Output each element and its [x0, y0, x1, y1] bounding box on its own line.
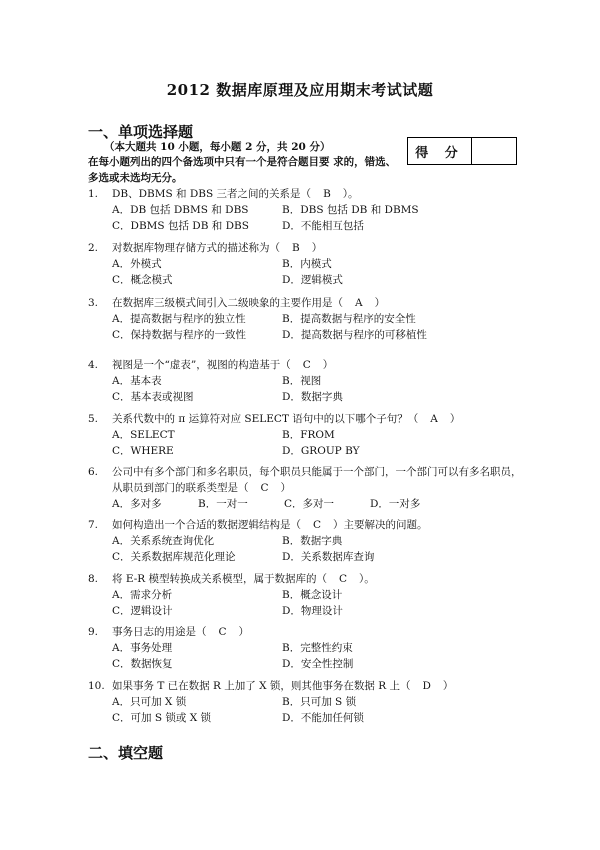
question-text: DB、DBMS 和 DBS 三者之间的关系是（ — [112, 188, 312, 200]
question-number: 5. — [88, 413, 99, 425]
answer-mark: C — [302, 359, 311, 371]
answer-mark: B — [323, 188, 331, 200]
section1-instruction-rule: 在每小题列出的四个备选项中只有一个是符合题目要 求的，错选、 — [88, 156, 397, 168]
option-c: C．WHERE — [112, 445, 174, 457]
question-text: 视图是一个“虚表”，视图的构造基于（ — [112, 359, 291, 371]
option-c: C．概念模式 — [112, 274, 173, 286]
option-d: D．逻辑模式 — [282, 274, 343, 286]
question-number: 2. — [88, 242, 99, 254]
option-a: A．SELECT — [112, 429, 175, 441]
question-4 — [88, 357, 528, 405]
option-b: B．FROM — [282, 429, 335, 441]
option-d: D．提高数据与程序的可移植性 — [282, 329, 427, 341]
question-text-end: ）。 — [342, 188, 359, 200]
option-c: C．可加 S 锁或 X 锁 — [112, 712, 212, 724]
option-a: A．外模式 — [112, 258, 162, 270]
question-5 — [88, 411, 528, 459]
score-label: 得 分 — [408, 138, 472, 164]
question-number: 7. — [88, 519, 99, 531]
option-a: A．提高数据与程序的独立性 — [112, 313, 246, 325]
question-number: 6. — [88, 466, 99, 478]
question-text-end: ）主要解决的问题。 — [333, 519, 428, 531]
score-value-cell[interactable] — [472, 138, 516, 164]
question-number: 9. — [88, 626, 99, 638]
answer-mark: C — [260, 482, 269, 494]
question-text: 事务日志的用途是（ — [112, 626, 207, 638]
answer-mark: A — [355, 297, 363, 309]
question-text-end: ） — [322, 359, 334, 371]
question-3 — [88, 295, 528, 343]
section1-instruction-points: （本大题共 10 小题，每小题 2 分，共 20 分） — [104, 141, 331, 153]
question-10 — [88, 678, 528, 726]
option-d: D．安全性控制 — [282, 658, 354, 670]
option-a: A．关系系统查询优化 — [112, 535, 215, 547]
question-2 — [88, 240, 528, 288]
question-text-end: ）。 — [359, 573, 375, 585]
option-a: A．事务处理 — [112, 642, 173, 654]
option-b: B．数据字典 — [282, 535, 343, 547]
option-c: C．保持数据与程序的一致性 — [112, 329, 247, 341]
question-text: 如何构造出一个合适的数据逻辑结构是（ — [112, 519, 301, 531]
option-d: D．物理设计 — [282, 605, 343, 617]
answer-mark: C — [218, 626, 227, 638]
option-d: D．不能加任何锁 — [282, 712, 364, 724]
option-d: D．不能相互包括 — [282, 220, 364, 232]
question-text-end: ） — [311, 242, 323, 254]
question-text-end: ） — [374, 297, 386, 309]
option-b: B．提高数据与程序的安全性 — [282, 313, 416, 325]
option-c: C．DBMS 包括 DB 和 DBS — [112, 220, 249, 232]
option-b: B．DBS 包括 DB 和 DBMS — [282, 204, 419, 216]
option-d: D．数据字典 — [282, 391, 343, 403]
option-c: C．逻辑设计 — [112, 605, 173, 617]
section2-title: 二、填空题 — [88, 744, 164, 762]
question-text: 在数据库三级模式间引入二级映象的主要作用是（ — [112, 297, 343, 309]
answer-mark: C — [339, 573, 348, 585]
option-d: D．GROUP BY — [282, 445, 360, 457]
question-text: 对数据库物理存储方式的描述称为（ — [112, 242, 280, 254]
option-c: C．数据恢复 — [112, 658, 173, 670]
question-text-end: ） — [238, 626, 250, 638]
answer-mark: C — [313, 519, 322, 531]
question-text: 关系代数中的 π 运算符对应 SELECT 语句中的以下哪个子句？（ — [112, 413, 419, 425]
question-text: 如果事务 T 已在数据 R 上加了 X 锁，则其他事务在数据 R 上（ — [112, 680, 411, 692]
question-text-end: ） — [280, 482, 292, 494]
question-text-end: ） — [442, 680, 454, 692]
question-9 — [88, 624, 528, 672]
question-text: 公司中有多个部门和多名职员，每个职员只能属于一个部门，一个部门可以有多名职员，从职员到部门的联系类型是（ — [112, 466, 522, 494]
question-number: 10. — [88, 680, 105, 692]
question-number: 3. — [88, 297, 99, 309]
section1-instruction-rule-cont: 多选或未选均无分。 — [88, 172, 183, 184]
option-b: B．一对一 — [198, 498, 248, 510]
option-c: C．基本表或视图 — [112, 391, 194, 403]
answer-mark: A — [430, 413, 438, 425]
option-a: A．需求分析 — [112, 589, 173, 601]
answer-mark: D — [422, 680, 431, 692]
question-text-end: ） — [449, 413, 461, 425]
option-a: A．只可加 X 锁 — [112, 696, 187, 708]
question-7 — [88, 517, 528, 565]
page-title: 2012 数据库原理及应用期末考试试题 — [166, 81, 434, 99]
option-d: D．一对多 — [370, 498, 421, 510]
option-b: B．只可加 S 锁 — [282, 696, 357, 708]
option-a: A．多对多 — [112, 498, 162, 510]
question-number: 8. — [88, 573, 99, 585]
answer-mark: B — [292, 242, 300, 254]
option-a: A．DB 包括 DBMS 和 DBS — [112, 204, 249, 216]
question-1 — [88, 186, 528, 234]
option-b: B．概念设计 — [282, 589, 343, 601]
option-c: C．关系数据库规范化理论 — [112, 551, 236, 563]
option-a: A．基本表 — [112, 375, 162, 387]
option-b: B．完整性约束 — [282, 642, 353, 654]
option-b: B．视图 — [282, 375, 322, 387]
question-text: 将 E-R 模型转换成关系模型，属于数据库的（ — [112, 573, 327, 585]
option-d: D．关系数据库查询 — [282, 551, 375, 563]
question-8 — [88, 571, 528, 619]
score-box — [407, 137, 517, 165]
section1-title: 一、单项选择题 — [88, 123, 194, 141]
question-number: 1. — [88, 188, 99, 200]
option-c: C．多对一 — [284, 498, 335, 510]
question-6 — [88, 464, 528, 512]
option-b: B．内模式 — [282, 258, 332, 270]
question-number: 4. — [88, 359, 99, 371]
